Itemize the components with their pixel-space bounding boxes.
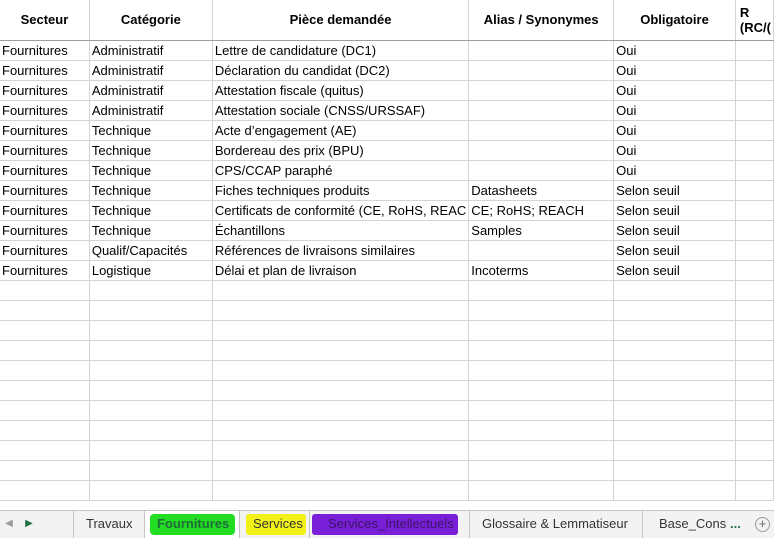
empty-cell[interactable]	[469, 300, 614, 320]
sheet-tab-label: Glossaire & Lemmatiseur	[482, 516, 628, 531]
empty-cell[interactable]	[735, 440, 773, 460]
empty-cell[interactable]	[89, 440, 212, 460]
cell-alias[interactable]	[469, 240, 614, 260]
empty-cell[interactable]	[735, 420, 773, 440]
empty-cell[interactable]	[469, 380, 614, 400]
cell-categorie[interactable]: Technique	[89, 160, 212, 180]
cell-secteur[interactable]: Fournitures	[0, 100, 89, 120]
cell-alias[interactable]: CE; RoHS; REACH	[469, 200, 614, 220]
cell-piece[interactable]: Acte d’engagement (AE)	[212, 120, 468, 140]
empty-cell[interactable]	[0, 320, 89, 340]
sheet-tab-bar	[0, 510, 774, 538]
table-row	[0, 140, 774, 160]
cell-obligatoire[interactable]: Selon seuil	[614, 240, 736, 260]
cell-alias[interactable]	[469, 140, 614, 160]
cell-secteur[interactable]: Fournitures	[0, 240, 89, 260]
empty-cell[interactable]	[89, 360, 212, 380]
cell-secteur[interactable]: Fournitures	[0, 200, 89, 220]
empty-cell[interactable]	[735, 360, 773, 380]
cell-secteur[interactable]: Fournitures	[0, 40, 89, 60]
cell-secteur[interactable]: Fournitures	[0, 160, 89, 180]
triangle-left-icon[interactable]: ◀	[5, 518, 13, 529]
sheet-tab-services[interactable]	[242, 511, 310, 538]
empty-cell[interactable]	[735, 480, 773, 500]
empty-cell[interactable]	[614, 300, 736, 320]
cell-categorie[interactable]: Qualif/Capacités	[89, 240, 212, 260]
empty-cell[interactable]	[89, 300, 212, 320]
cell-piece[interactable]: Déclaration du candidat (DC2)	[212, 60, 468, 80]
header-row	[0, 0, 774, 40]
empty-cell[interactable]	[614, 320, 736, 340]
empty-row	[0, 460, 774, 480]
empty-cell[interactable]	[469, 340, 614, 360]
empty-cell[interactable]	[469, 420, 614, 440]
sheet-tab-label: Services_Intellectuels	[328, 516, 454, 531]
empty-cell[interactable]	[0, 300, 89, 320]
empty-cell[interactable]	[735, 340, 773, 360]
table-row	[0, 120, 774, 140]
empty-cell[interactable]	[614, 480, 736, 500]
cell-alias[interactable]	[469, 80, 614, 100]
table-row	[0, 80, 774, 100]
empty-row	[0, 400, 774, 420]
empty-cell[interactable]	[0, 280, 89, 300]
empty-cell[interactable]	[614, 360, 736, 380]
col-header-categorie[interactable]: Catégorie	[89, 0, 212, 40]
empty-cell[interactable]	[0, 360, 89, 380]
cell-categorie[interactable]: Technique	[89, 180, 212, 200]
table-row	[0, 40, 774, 60]
empty-cell[interactable]	[212, 280, 468, 300]
empty-cell[interactable]	[89, 480, 212, 500]
empty-cell[interactable]	[735, 380, 773, 400]
empty-cell[interactable]	[212, 360, 468, 380]
empty-cell[interactable]	[469, 360, 614, 380]
cell-obligatoire[interactable]: Oui	[614, 40, 736, 60]
empty-cell[interactable]	[614, 400, 736, 420]
cell-secteur[interactable]: Fournitures	[0, 120, 89, 140]
cell-obligatoire[interactable]: Oui	[614, 140, 736, 160]
empty-row	[0, 280, 774, 300]
table-row	[0, 240, 774, 260]
cell-obligatoire[interactable]: Selon seuil	[614, 200, 736, 220]
cell-alias[interactable]	[469, 160, 614, 180]
sheet-tab-base-cons[interactable]	[645, 511, 727, 538]
cell-obligatoire[interactable]: Selon seuil	[614, 220, 736, 240]
cell-obligatoire[interactable]: Oui	[614, 120, 736, 140]
cell-secteur[interactable]: Fournitures	[0, 180, 89, 200]
empty-row	[0, 340, 774, 360]
empty-cell[interactable]	[614, 460, 736, 480]
sheet-tab-travaux[interactable]	[73, 511, 145, 538]
cell-alias[interactable]	[469, 40, 614, 60]
empty-cell[interactable]	[469, 480, 614, 500]
cell-alias[interactable]	[469, 60, 614, 80]
empty-cell[interactable]	[469, 400, 614, 420]
empty-cell[interactable]	[0, 480, 89, 500]
cell-categorie[interactable]: Administratif	[89, 100, 212, 120]
cell-reference[interactable]	[735, 180, 773, 200]
cell-piece[interactable]: Bordereau des prix (BPU)	[212, 140, 468, 160]
sheet-tab-label: Base_Cons	[659, 516, 727, 531]
empty-cell[interactable]	[89, 460, 212, 480]
table-row	[0, 60, 774, 80]
cell-obligatoire[interactable]: Oui	[614, 60, 736, 80]
col-header-obligatoire[interactable]: Obligatoire	[614, 0, 736, 40]
empty-cell[interactable]	[735, 320, 773, 340]
empty-cell[interactable]	[735, 460, 773, 480]
sheet-tab-label: Travaux	[86, 516, 133, 531]
cell-categorie[interactable]: Technique	[89, 220, 212, 240]
empty-cell[interactable]	[0, 340, 89, 360]
cell-piece[interactable]: Attestation sociale (CNSS/URSSAF)	[212, 100, 468, 120]
table-row	[0, 100, 774, 120]
empty-cell[interactable]	[735, 400, 773, 420]
cell-reference[interactable]	[735, 260, 773, 280]
cell-piece[interactable]: Certificats de conformité (CE, RoHS, REAC	[212, 200, 468, 220]
empty-cell[interactable]	[89, 280, 212, 300]
cell-categorie[interactable]: Technique	[89, 140, 212, 160]
plus-circle-icon[interactable]: +	[755, 517, 770, 532]
sheet-tab-glossaire[interactable]	[470, 511, 643, 538]
empty-cell[interactable]	[212, 340, 468, 360]
cell-piece[interactable]: Attestation fiscale (quitus)	[212, 80, 468, 100]
empty-cell[interactable]	[212, 460, 468, 480]
cell-piece[interactable]: Références de livraisons similaires	[212, 240, 468, 260]
empty-cell[interactable]	[614, 420, 736, 440]
cell-categorie[interactable]: Administratif	[89, 60, 212, 80]
col-header-reference[interactable]: R (RC/(	[735, 0, 773, 40]
empty-row	[0, 320, 774, 340]
cell-obligatoire[interactable]: Oui	[614, 80, 736, 100]
empty-cell[interactable]	[614, 380, 736, 400]
empty-cell[interactable]	[469, 440, 614, 460]
empty-cell[interactable]	[212, 300, 468, 320]
cell-reference[interactable]	[735, 220, 773, 240]
sheet-tab-label: Services	[253, 516, 303, 531]
cell-reference[interactable]	[735, 80, 773, 100]
col-header-alias[interactable]: Alias / Synonymes	[469, 0, 614, 40]
empty-cell[interactable]	[212, 480, 468, 500]
cell-obligatoire[interactable]: Oui	[614, 100, 736, 120]
cell-categorie[interactable]: Administratif	[89, 40, 212, 60]
empty-cell[interactable]	[0, 420, 89, 440]
empty-cell[interactable]	[469, 280, 614, 300]
empty-row	[0, 300, 774, 320]
cell-categorie[interactable]: Logistique	[89, 260, 212, 280]
table-row	[0, 200, 774, 220]
cell-secteur[interactable]: Fournitures	[0, 60, 89, 80]
cell-reference[interactable]	[735, 240, 773, 260]
table-row	[0, 260, 774, 280]
cell-alias[interactable]: Datasheets	[469, 180, 614, 200]
sheet-tab-label: Fournitures	[157, 516, 230, 531]
cell-alias[interactable]	[469, 100, 614, 120]
cell-secteur[interactable]: Fournitures	[0, 220, 89, 240]
empty-cell[interactable]	[469, 320, 614, 340]
cell-reference[interactable]	[735, 100, 773, 120]
empty-cell[interactable]	[89, 320, 212, 340]
cell-piece[interactable]: Lettre de candidature (DC1)	[212, 40, 468, 60]
empty-cell[interactable]	[735, 280, 773, 300]
col-header-piece[interactable]: Pièce demandée	[212, 0, 468, 40]
empty-row	[0, 420, 774, 440]
sheet-tab-fournitures[interactable]	[145, 511, 240, 538]
cell-categorie[interactable]: Technique	[89, 120, 212, 140]
empty-cell[interactable]	[0, 460, 89, 480]
cell-categorie[interactable]: Technique	[89, 200, 212, 220]
cell-reference[interactable]	[735, 60, 773, 80]
cell-obligatoire[interactable]: Selon seuil	[614, 180, 736, 200]
cell-reference[interactable]	[735, 120, 773, 140]
cell-reference[interactable]	[735, 160, 773, 180]
cell-piece[interactable]: CPS/CCAP paraphé	[212, 160, 468, 180]
cell-reference[interactable]	[735, 200, 773, 220]
empty-cell[interactable]	[212, 420, 468, 440]
empty-cell[interactable]	[89, 380, 212, 400]
table-row	[0, 160, 774, 180]
empty-cell[interactable]	[212, 320, 468, 340]
empty-cell[interactable]	[212, 440, 468, 460]
cell-reference[interactable]	[735, 140, 773, 160]
empty-row	[0, 480, 774, 500]
cell-piece[interactable]: Échantillons	[212, 220, 468, 240]
empty-cell[interactable]	[614, 340, 736, 360]
cell-secteur[interactable]: Fournitures	[0, 140, 89, 160]
cell-obligatoire[interactable]: Oui	[614, 160, 736, 180]
cell-alias[interactable]: Samples	[469, 220, 614, 240]
table-body	[0, 40, 774, 500]
sheet-tab-services-intellectuels[interactable]	[310, 511, 470, 538]
empty-cell[interactable]	[0, 440, 89, 460]
cell-secteur[interactable]: Fournitures	[0, 80, 89, 100]
cell-piece[interactable]: Délai et plan de livraison	[212, 260, 468, 280]
cell-alias[interactable]: Incoterms	[469, 260, 614, 280]
empty-cell[interactable]	[89, 420, 212, 440]
cell-piece[interactable]: Fiches techniques produits	[212, 180, 468, 200]
empty-cell[interactable]	[212, 400, 468, 420]
more-sheets-button[interactable]: ...	[730, 516, 741, 531]
empty-cell[interactable]	[0, 400, 89, 420]
empty-cell[interactable]	[89, 340, 212, 360]
table-row	[0, 180, 774, 200]
empty-cell[interactable]	[735, 300, 773, 320]
col-header-secteur[interactable]: Secteur	[0, 0, 89, 40]
cell-obligatoire[interactable]: Selon seuil	[614, 260, 736, 280]
cell-reference[interactable]	[735, 40, 773, 60]
empty-cell[interactable]	[469, 460, 614, 480]
empty-row	[0, 360, 774, 380]
empty-cell[interactable]	[614, 280, 736, 300]
triangle-right-icon[interactable]: ▶	[25, 518, 33, 529]
empty-cell[interactable]	[89, 400, 212, 420]
empty-cell[interactable]	[0, 380, 89, 400]
cell-secteur[interactable]: Fournitures	[0, 260, 89, 280]
cell-alias[interactable]	[469, 120, 614, 140]
table-row	[0, 220, 774, 240]
cell-categorie[interactable]: Administratif	[89, 80, 212, 100]
empty-row	[0, 380, 774, 400]
empty-cell[interactable]	[212, 380, 468, 400]
empty-cell[interactable]	[614, 440, 736, 460]
empty-row	[0, 440, 774, 460]
